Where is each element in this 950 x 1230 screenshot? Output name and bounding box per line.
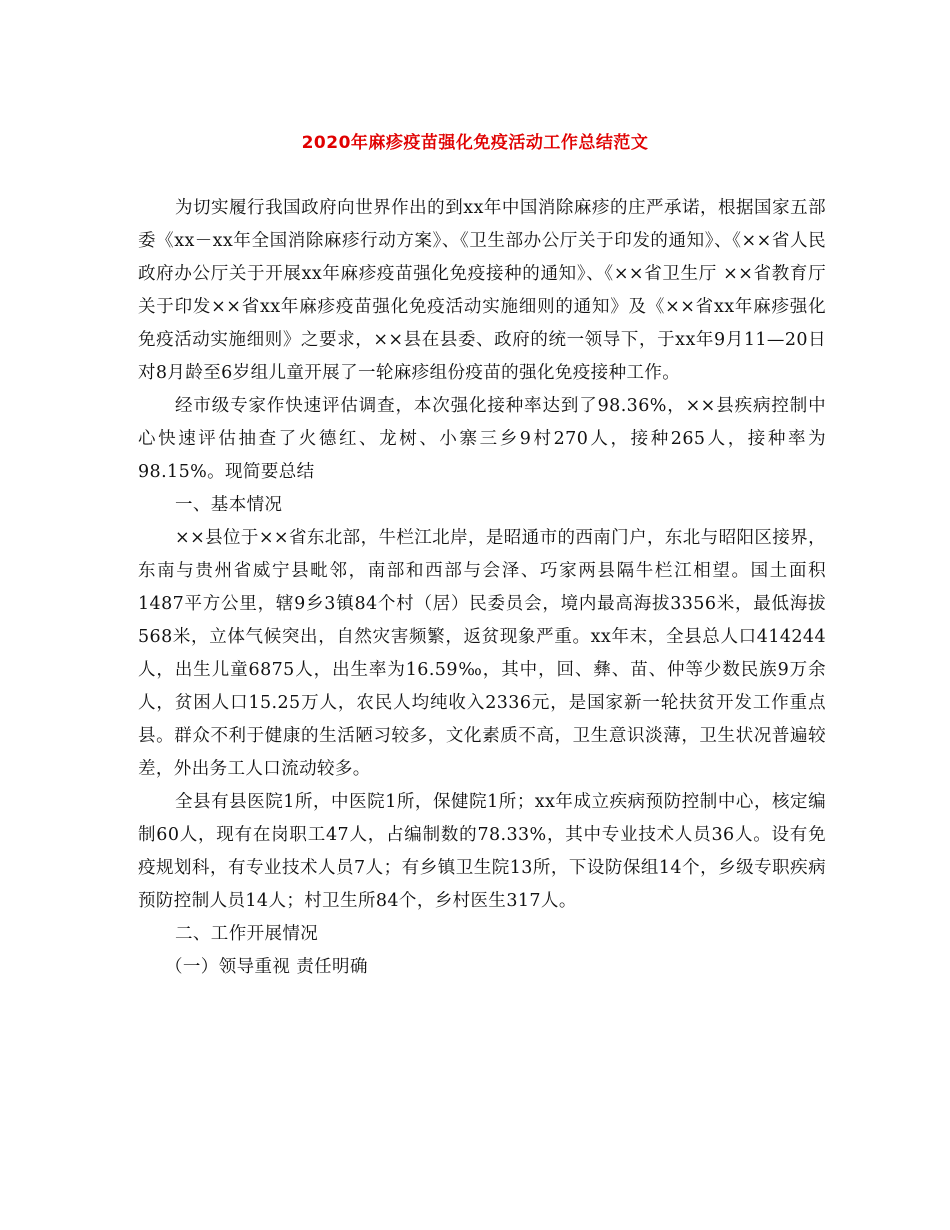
section-heading-work-progress: 二、工作开展情况: [175, 924, 319, 944]
health-resources-paragraph: 全县有县医院1所，中医院1所，保健院1所；xx年成立疾病预防控制中心，核定编制60人，现有在岗职工47人，占编制数的78.33%，其中专业技术人员36人。设有免疫规划科，有专业技术人员7人；有乡镇卫生院13所，下设防保组14个，乡级专职疾病预防控制人员14人；村卫生所84个，乡村医生317人。: [138, 792, 826, 911]
evaluation-paragraph: 经市级专家作快速评估调查，本次强化接种率达到了98.36%，××县疾病控制中心快速评估抽查了火德红、龙树、小寨三乡9村270人，接种265人，接种率为98.15%。现简要总结: [138, 396, 826, 482]
document-body: [138, 192, 826, 984]
section-heading-basic-situation: 一、基本情况: [175, 495, 283, 515]
subsection-heading-leadership: （一）领导重视 责任明确: [165, 957, 368, 977]
document-title: 2020年麻疹疫苗强化免疫活动工作总结范文: [301, 133, 649, 153]
intro-paragraph: 为切实履行我国政府向世界作出的到xx年中国消除麻疹的庄严承诺，根据国家五部委《xx－xx年全国消除麻疹行动方案》、《卫生部办公厅关于印发的通知》、《××省人民政府办公厅关于开展xx年麻疹疫苗强化免疫接种的通知》、《××省卫生厅 ××省教育厅关于印发××省xx年麻疹疫苗强化免疫活动实施细则的通知》及《××省xx年麻疹强化免疫活动实施细则》之要求，××县在县委、政府的统一领导下，于xx年9月11—20日对8月龄至6岁组儿童开展了一轮麻疹组份疫苗的强化免疫接种工作。: [138, 198, 826, 383]
county-overview-paragraph: ××县位于××省东北部，牛栏江北岸，是昭通市的西南门户，东北与昭阳区接界，东南与贵州省威宁县毗邻，南部和西部与会泽、巧家两县隔牛栏江相望。国土面积1487平方公里，辖9乡3镇84个村（居）民委员会，境内最高海拔3356米，最低海拔568米，立体气候突出，自然灾害频繁，返贫现象严重。xx年末，全县总人口414244人，出生儿童6875人，出生率为16.59‰，其中，回、彝、苗、仲等少数民族9万余人，贫困人口15.25万人，农民人均纯收入2336元，是国家新一轮扶贫开发工作重点县。群众不利于健康的生活陋习较多，文化素质不高，卫生意识淡薄，卫生状况普遍较差，外出务工人口流动较多。: [138, 528, 826, 779]
